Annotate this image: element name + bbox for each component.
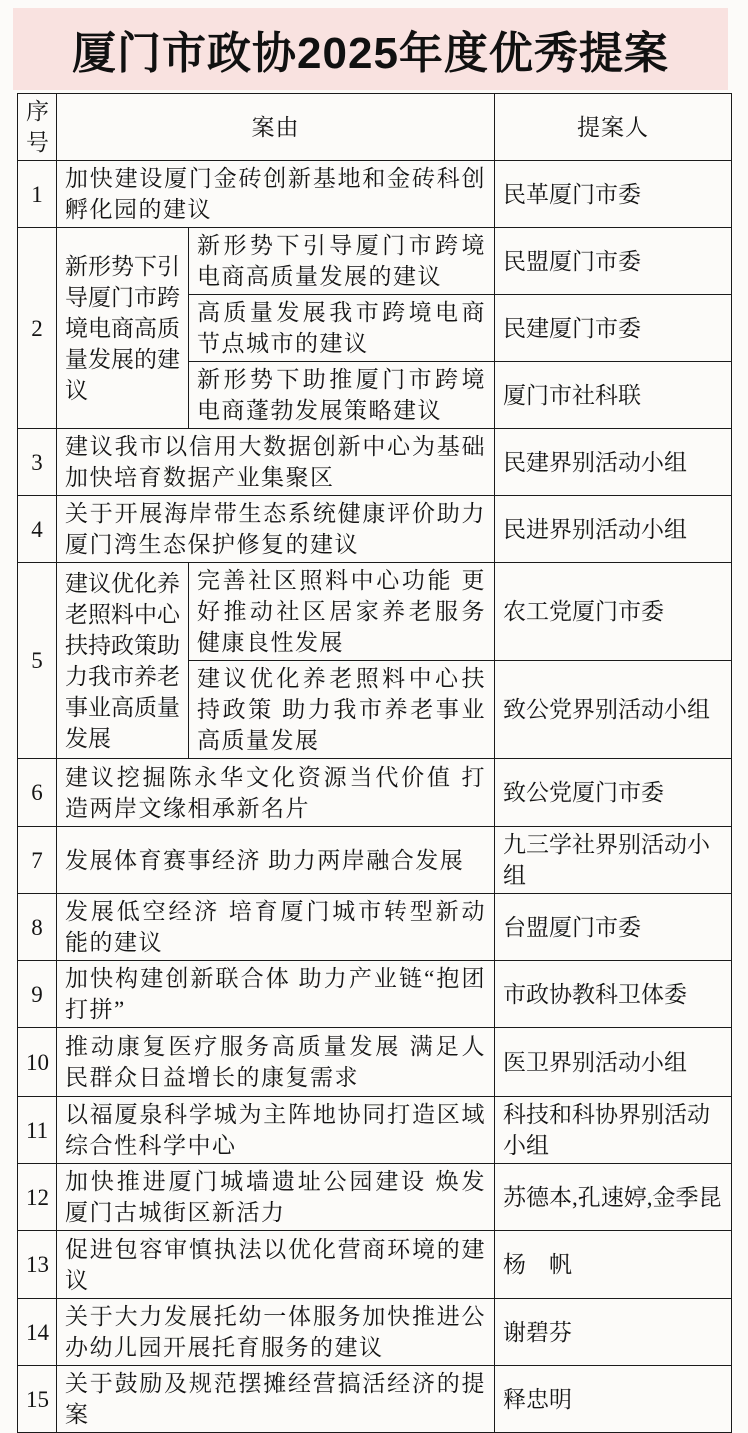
proposer-cell: 民建厦门市委 (495, 295, 732, 362)
row-number: 8 (18, 894, 57, 961)
case-cell: 关于鼓励及规范摆摊经营搞活经济的提案 (57, 1366, 495, 1433)
row-number: 3 (18, 429, 57, 496)
table-row (18, 496, 732, 563)
row-number: 13 (18, 1231, 57, 1299)
table-row (18, 894, 732, 961)
table-row (18, 563, 732, 661)
proposer-cell: 致公党界别活动小组 (495, 661, 732, 759)
case-cell: 关于大力发展托幼一体服务加快推进公办幼儿园开展托育服务的建议 (57, 1299, 495, 1366)
page-title: 厦门市政协2025年度优秀提案 (72, 29, 669, 78)
proposals-table (17, 93, 732, 1433)
proposer-cell: 九三学社界别活动小组 (495, 827, 732, 894)
row-number: 12 (18, 1164, 57, 1231)
table-row (18, 1231, 732, 1299)
row-number: 1 (18, 161, 57, 228)
case-cell: 加快推进厦门城墙遗址公园建设 焕发厦门古城街区新活力 (57, 1164, 495, 1231)
case-cell: 发展体育赛事经济 助力两岸融合发展 (57, 827, 495, 894)
table-row (18, 1028, 732, 1097)
proposer-cell: 民革厦门市委 (495, 161, 732, 228)
table-row (18, 1097, 732, 1164)
group-case-cell: 新形势下引导厦门市跨境电商高质量发展的建议 (57, 228, 189, 429)
table-row (18, 759, 732, 827)
proposer-cell: 民盟厦门市委 (495, 228, 732, 295)
row-number: 6 (18, 759, 57, 827)
case-cell: 以福厦泉科学城为主阵地协同打造区域综合性科学中心 (57, 1097, 495, 1164)
row-number: 4 (18, 496, 57, 563)
title-banner (13, 8, 728, 90)
row-number: 9 (18, 961, 57, 1028)
proposer-cell: 苏德本,孔速婷,金季昆 (495, 1164, 732, 1231)
group-case-cell: 建议优化养老照料中心扶持政策助力我市养老事业高质量发展 (57, 563, 189, 759)
proposer-cell: 市政协教科卫体委 (495, 961, 732, 1028)
case-cell: 建议挖掘陈永华文化资源当代价值 打造两岸文缘相承新名片 (57, 759, 495, 827)
table-row (18, 961, 732, 1028)
case-cell: 高质量发展我市跨境电商节点城市的建议 (189, 295, 495, 362)
header-row (18, 94, 732, 161)
table-row (18, 1366, 732, 1433)
case-cell: 关于开展海岸带生态系统健康评价助力厦门湾生态保护修复的建议 (57, 496, 495, 563)
proposer-cell: 释忠明 (495, 1366, 732, 1433)
case-cell: 促进包容审慎执法以优化营商环境的建议 (57, 1231, 495, 1299)
col-header-proposer: 提案人 (495, 94, 732, 161)
proposer-cell: 致公党厦门市委 (495, 759, 732, 827)
row-number: 2 (18, 228, 57, 429)
table-row (18, 228, 732, 295)
proposer-cell: 民进界别活动小组 (495, 496, 732, 563)
row-number: 14 (18, 1299, 57, 1366)
proposer-cell: 杨 帆 (495, 1231, 732, 1299)
case-cell: 新形势下助推厦门市跨境电商蓬勃发展策略建议 (189, 362, 495, 429)
case-cell: 新形势下引导厦门市跨境电商高质量发展的建议 (189, 228, 495, 295)
proposer-cell: 厦门市社科联 (495, 362, 732, 429)
row-number: 10 (18, 1028, 57, 1097)
proposer-cell: 农工党厦门市委 (495, 563, 732, 661)
row-number: 11 (18, 1097, 57, 1164)
table-row (18, 1299, 732, 1366)
col-header-case: 案由 (57, 94, 495, 161)
proposer-cell: 科技和科协界别活动小组 (495, 1097, 732, 1164)
case-cell: 完善社区照料中心功能 更好推动社区居家养老服务健康良性发展 (189, 563, 495, 661)
proposer-cell: 医卫界别活动小组 (495, 1028, 732, 1097)
table-row (18, 827, 732, 894)
case-cell: 推动康复医疗服务高质量发展 满足人民群众日益增长的康复需求 (57, 1028, 495, 1097)
table-row (18, 1164, 732, 1231)
table-row (18, 161, 732, 228)
proposer-cell: 民建界别活动小组 (495, 429, 732, 496)
row-number: 5 (18, 563, 57, 759)
proposer-cell: 谢碧芬 (495, 1299, 732, 1366)
col-header-no: 序号 (18, 94, 57, 161)
case-cell: 加快建设厦门金砖创新基地和金砖科创孵化园的建议 (57, 161, 495, 228)
case-cell: 建议我市以信用大数据创新中心为基础加快培育数据产业集聚区 (57, 429, 495, 496)
row-number: 15 (18, 1366, 57, 1433)
proposer-cell: 台盟厦门市委 (495, 894, 732, 961)
table-row (18, 429, 732, 496)
row-number: 7 (18, 827, 57, 894)
case-cell: 发展低空经济 培育厦门城市转型新动能的建议 (57, 894, 495, 961)
case-cell: 建议优化养老照料中心扶持政策 助力我市养老事业高质量发展 (189, 661, 495, 759)
case-cell: 加快构建创新联合体 助力产业链“抱团打拼” (57, 961, 495, 1028)
